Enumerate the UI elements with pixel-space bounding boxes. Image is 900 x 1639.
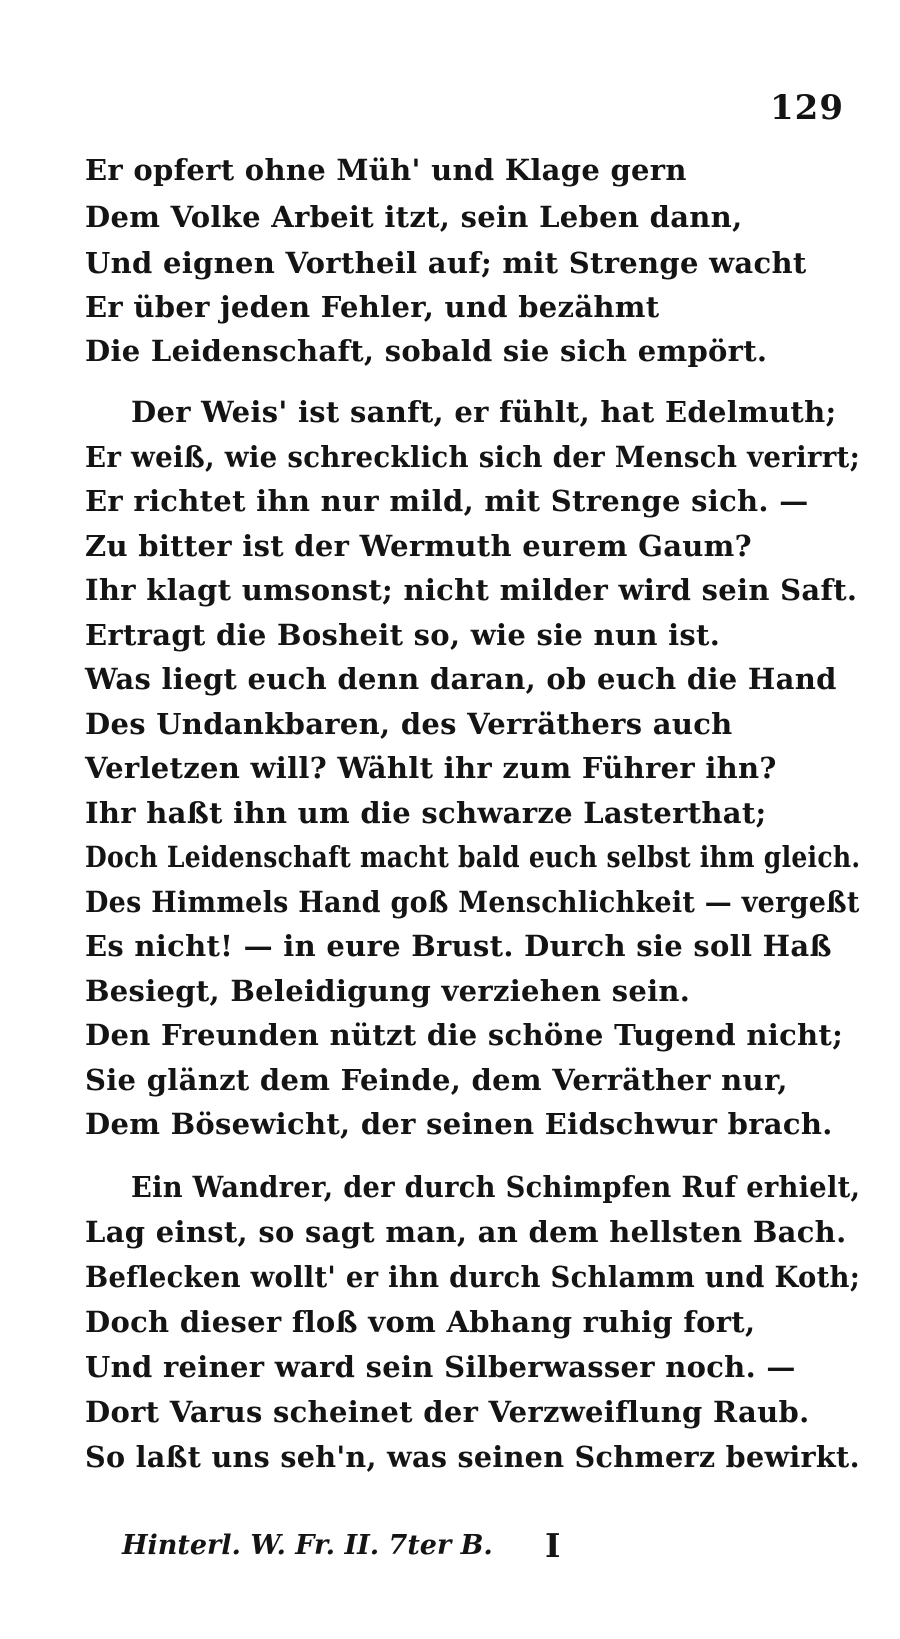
verse-line: Verletzen will? Wählt ihr zum Führer ihn? [85,751,777,785]
verse-line: Doch Leidenschaft macht bald euch selbst ihm gleich. [85,840,861,874]
verse-line: Sie glänzt dem Feinde, dem Verräther nur, [85,1063,788,1097]
verse-line: Und reiner ward sein Silberwasser noch. — [85,1350,796,1384]
verse-line: Er opfert ohne Müh' und Klage gern [85,153,687,187]
verse-line: Der Weis' ist sanft, er fühlt, hat Edelmuth; [131,395,837,429]
printer-signature: Hinterl. W. Fr. II. 7ter B. [122,1530,493,1561]
verse-line: Des Himmels Hand goß Menschlichkeit — vergeßt [85,885,860,919]
verse-line: Er richtet ihn nur mild, mit Strenge sich. — [85,484,809,518]
verse-line: Er weiß, wie schrecklich sich der Mensch verirrt; [85,440,861,474]
verse-line: So laßt uns seh'n, was seinen Schmerz bewirkt. [85,1440,860,1474]
verse-line: Ertragt die Bosheit so, wie sie nun ist. [85,618,721,652]
verse-line: Dem Bösewicht, der seinen Eidschwur brach. [85,1107,833,1141]
verse-line: Ein Wandrer, der durch Schimpfen Ruf erhielt, [131,1170,861,1204]
page-number: 129 [770,88,844,128]
verse-line: Es nicht! — in eure Brust. Durch sie soll Haß [85,929,832,963]
verse-line: Lag einst, so sagt man, an dem hellsten Bach. [85,1215,847,1249]
sheet-mark: I [545,1526,561,1565]
verse-line: Ihr klagt umsonst; nicht milder wird sein Saft. [85,573,858,607]
verse-line: Was liegt euch denn daran, ob euch die Hand [85,662,837,696]
verse-line: Die Leidenschaft, sobald sie sich empört. [85,334,768,368]
verse-line: Ihr haßt ihn um die schwarze Lasterthat; [85,796,767,830]
verse-line: Doch dieser floß vom Abhang ruhig fort, [85,1305,756,1339]
verse-line: Er über jeden Fehler, und bezähmt [85,290,660,324]
verse-line: Des Undankbaren, des Verräthers auch [85,707,733,741]
verse-line: Zu bitter ist der Wermuth eurem Gaum? [85,529,752,563]
verse-line: Dort Varus scheinet der Verzweiflung Raub. [85,1395,810,1429]
verse-line: Dem Volke Arbeit itzt, sein Leben dann, [85,200,743,234]
verse-line: Besiegt, Beleidigung verziehen sein. [85,974,691,1008]
verse-line: Den Freunden nützt die schöne Tugend nicht; [85,1018,844,1052]
verse-line: Und eignen Vortheil auf; mit Strenge wacht [85,246,807,280]
verse-line: Beflecken wollt' er ihn durch Schlamm und Koth; [85,1260,861,1294]
